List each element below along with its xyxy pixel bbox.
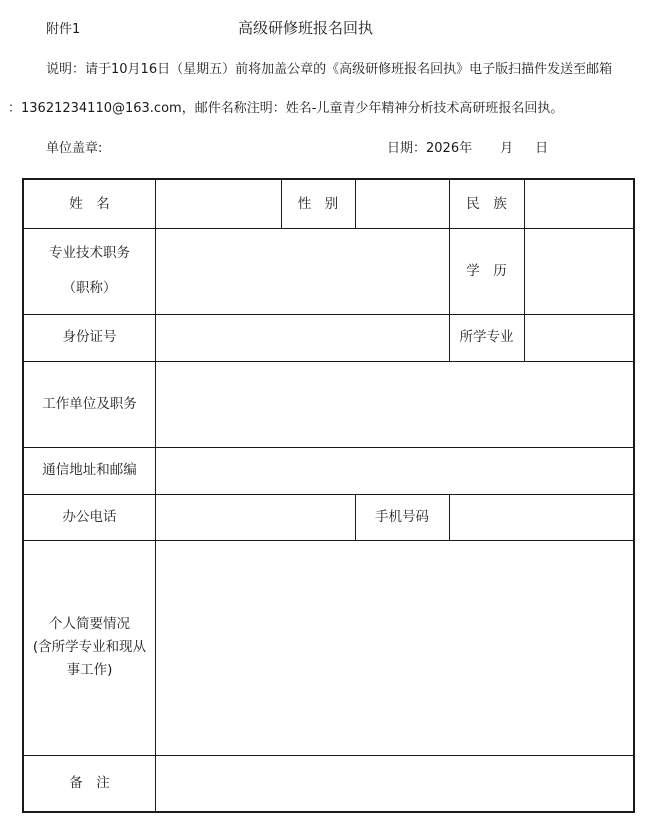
date-day-label: 日 <box>535 141 549 156</box>
professional-title-line-2: （职称） <box>62 280 117 296</box>
professional-title-label <box>24 228 155 314</box>
work-unit-label: 工作单位及职务 <box>42 395 137 412</box>
column-divider <box>355 180 356 228</box>
date-line <box>387 142 548 155</box>
major-label: 所学专业 <box>459 329 514 346</box>
gender-label: 性 别 <box>297 195 339 212</box>
column-divider <box>524 180 525 361</box>
date-month-label: 月 <box>500 141 514 156</box>
document-title: 高级研修班报名回执 <box>238 19 374 37</box>
profile-line-3: 事工作) <box>66 661 113 678</box>
unit-seal-label: 单位盖章: <box>46 141 103 156</box>
column-divider <box>155 180 156 811</box>
education-label: 学 历 <box>466 262 507 279</box>
instruction-line-2: ：13621234110@163.com，邮件名称注明：姓名-儿童青少年精神分析技术高研班报名回执。 <box>8 101 564 116</box>
name-label: 姓 名 <box>69 195 110 212</box>
id-number-label: 身份证号 <box>62 329 117 346</box>
ethnicity-label: 民 族 <box>466 195 507 212</box>
address-label: 通信地址和邮编 <box>42 462 137 479</box>
office-phone-label: 办公电话 <box>62 508 117 525</box>
professional-title-line-1: 专业技术职务 <box>49 245 130 262</box>
remarks-label: 备 注 <box>69 774 110 791</box>
profile-label <box>24 540 155 755</box>
date-year-label: 日期：2026年 <box>387 141 473 156</box>
attachment-label: 附件1 <box>46 22 81 37</box>
profile-line-2: (含所学专业和现从 <box>32 639 147 656</box>
instruction-line-1: 说明：请于10月16日（星期五）前将加盖公章的《高级研修班报名回执》电子版扫描件发送至邮箱 <box>46 62 613 77</box>
mobile-label: 手机号码 <box>375 508 429 525</box>
column-divider <box>449 494 450 540</box>
registration-form-table <box>22 178 635 813</box>
profile-line-1: 个人简要情况 <box>49 616 130 633</box>
